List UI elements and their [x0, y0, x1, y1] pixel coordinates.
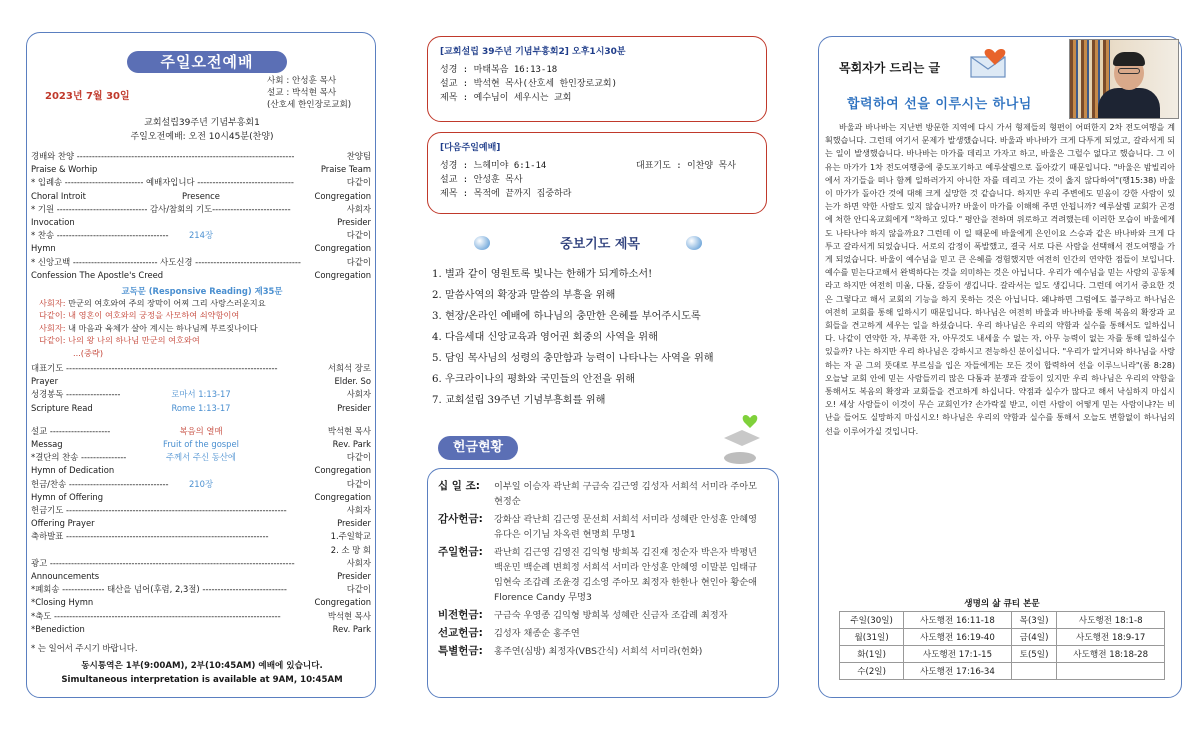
order-l: Hymn of Dedication — [31, 465, 115, 476]
qt-cell: 사도행전 17:16-34 — [904, 663, 1012, 680]
next-week-preacher: 설교 : 안성훈 목사 — [440, 175, 523, 185]
order-l: 성경봉독 ------------------ — [31, 389, 121, 400]
qt-row — [840, 629, 1165, 646]
order-r: 박석현 목사 — [327, 425, 371, 436]
order-r: 사회자 — [346, 505, 371, 515]
order-l: *폐회송 -------------- 태산을 넘어(후렴, 2,3절) ---------------------------- — [31, 584, 287, 595]
order-l: * 입례송 -------------------------- 예배자입니다 -------------------------------- — [31, 177, 294, 188]
order-r: 다같이 — [346, 177, 371, 188]
order-l: Choral Introit — [31, 190, 86, 201]
prayer-topic-item: 6. 우크라이나의 평화와 국민들의 안전을 위해 — [432, 374, 636, 385]
revival-scripture: 성경 : 마태복음 16:13-18 — [440, 65, 558, 75]
responsive-line — [39, 309, 239, 322]
order-r: Praise Team — [320, 164, 371, 175]
qt-cell: 금(4일) — [1011, 629, 1057, 646]
order-m: 주께서 주신 동산에 — [165, 452, 237, 463]
qt-cell: 사도행전 18:18-28 — [1057, 646, 1165, 663]
order-r: Presider — [337, 217, 371, 227]
qt-cell: 사도행전 16:11-18 — [904, 612, 1012, 629]
offering-row — [438, 479, 768, 509]
offering-names: 이부일 이승자 곽난희 구금숙 김근영 김성자 서희석 서미라 주아모 현정순 — [494, 481, 757, 507]
order-r: Elder. So — [334, 376, 371, 387]
heart-diamond-icon — [720, 410, 764, 468]
order-r: 다같이 — [346, 478, 371, 489]
order-r: Congregation — [314, 597, 371, 608]
order-m: Fruit of the gospel — [163, 439, 239, 449]
next-week-head: [다음주일예배] — [440, 143, 501, 153]
worship-order-panel: 주일오전예배 2023년 7월 30일 사회 : 안성훈 목사 설교 : 박석현 목사 (산호세 한인장로교회) 교회설립39주년 기념부흥회1 주일오전예배: 오전 10시45분(찬양) 경배와 찬양 ------------------------------------------------------------------------ 찬양팀 Praise & Worhip Praise Team * 입례송 -------------------------- 예배자입니다 -------------------------------- 다같이 Choral Introit Presence Congregation * 기원 ------------------------------ 감사/참회의 기도-------------------------- 사회자 Invocation Presider * 찬송 ------------------------------------- 214장 다같이 Hymn Congregation * 신앙고백 ---------------------------- 사도신경 ----------------------------------- 다같이 Confession The Apostle's Creed Congregation 교독문 (Responsive Reading) 제35문 사회자: 만군의 여호와여 주의 장막이 어찌 그리 사랑스러운지요 다같이: 내 영혼이 여호와의 궁정을 사모하여 쇠약함이여 사회자: 내 마음과 육체가 살아 계시는 하나님께 부르짖나이다 다같이: 나의 왕 나의 하나님 만군의 여호와여 ...(중략) 대표기도 ---------------------------------------------------------------------- 서희석 장로 Prayer Elder. So 성경봉독 ------------------ 로마서 1:13-17 사회자 Scripture Read Rome 1:13-17 Presider 설교 -------------------- 복음의 열매 박석현 목사 Messag Fruit of the gospel Rev. Park *결단의 찬송 --------------- 주께서 주신 동산에 다같이 Hymn of Dedication Congregation 헌금/찬송 --------------------------------- 210장 다같이 Hymn of Offering Congregation 헌금기도 ------------------------------------------------------------------------- 사회자 Offering Prayer Presider 축하발표 ------------------------------------------------------------------- 1.주일학교 2. 소 망 회 광고 --------------------------------------------------------------------------------- 사회자 Announcements Presider *폐회송 -------------- 태산을 넘어(후렴, 2,3절) ---------------------------- 다같이 *Closing Hymn Congregation *축도 --------------------------------------------------------------------------- 박석현 목사 *Benediction Rev. Park * 는 일어서 주시기 바랍니다. 동시통역은 1부(9:00AM), 2부(10:45AM) 예배에 있습니다. Simultaneous interpretation is available at 9AM, 10:45AM — [26, 32, 376, 698]
order-r: 사회자 — [346, 389, 371, 400]
qt-cell: 월(31일) — [840, 629, 904, 646]
revival-title: 제목 : 예수님이 세우시는 교회 — [440, 93, 572, 103]
qt-row — [840, 663, 1165, 680]
prayer-topics-title: 중보기도 제목 — [560, 237, 640, 252]
qt-cell: 토(5일) — [1011, 646, 1057, 663]
order-r: 사회자 — [346, 557, 371, 568]
worship-title: 주일오전예배 — [127, 51, 287, 73]
sermon-body: 바울과 바나바는 지난번 방문한 지역에 다시 가서 형제들의 형편이 어떠한지 2차 전도여행을 계획했습니다. 그런데 여기서 문제가 발생했습니다. 바울과 바나바가 크게 다투게 되었고, 갈라서게 되는 일이 발생했습니다. 바나바는 마가를 데리고 가자고 하고, 바울은 그럴수 없다고 했습니다. 그 이유는 마가가 1차 전도여행중에 중도포기하고 예루살렘으로 돌아갔기 때문입니다. "바울은 밤빌리아에서 자기들을 떠나 함께 일하러가지 아니한 자를 데리고 가는 것이 옳지 않다하여"(행15:38) 바울이 마가가 돌아간 것에 대해 크게 실망한 것 같습니다. 하지만 우리 주변에도 믿음이 강한 사람이 있는가 하면 약한 사람도 있지 않습니까? 바울이 마가를 이해해 주면 안됩니까? 예루살렘 교회가 곤경에 처한 안디옥교회에게 "착하고 있다." 평안을 전하며 위로하고 격려했는데 이러한 모습이 바울에게도 나타나야 하지 않을까요? 그런데 이 일 때문에 바울에게 은인이요 스승과 같은 바나바와 크게 다투고 갈라서게 되었습니다. 서로의 감정이 폭발했고, 결국 서로 다른 사람을 선택해서 전도여행을 가게 되었습니다. 바울이 예수님을 믿고 큰 은혜를 경험했지만 여전히 인간의 연약한 점들이 보입니다. 예수를 믿는다고해서 완벽하다는 것을 의미하는 것은 아닙니다. 우리가 예수님을 믿는 사람의 공동체라고 하지만 여전히 미움, 다툼, 갈등이 생깁니다. 갈라서는 일도 생깁니다. 그런데 여기서 중요한 것은 그렇다고 해서 교회의 기능을 하지 못하는 것은 아닙니다. 왜냐하면 그럼에도 불구하고 하나님은 여전히 교회를 통해 일하시기 때문입니다. 하나님은 여전히 바울과 바나바를 통해 복음의 확장과 교회들을 견고하게 세우는 일을 하셨습니다. 우리 하나님은 우리의 약함과 실수를 통해서도 일하십니다. 나같이 연약한 자, 부족한 자, 아무것도 내세울 수 없는 자, 아무 능력이 없는 자를 통해 일하실수 있을까? 나는 하지만 우리 하나님은 강하시고 전능하신 분이십니다. "우리가 알거니와 하나님을 사랑하는 자 곧 그의 뜻대로 부르심을 입은 자들에게는 모든 것이 합력하여 선을 이루느니라"(롬 8:28) 오늘날 교회 안에 믿는 사람들끼리 많은 다툼과 분쟁과 갈등이 있지만 우리 하나님은 우리의 약함을 통해서도 복음의 확장과 교회들을 견고하게 하십니다. 약점과 실수가 많다고 해서 낙심하지 마십시오! 세상 사람들이 이것이 무슨 교회인가? 손가락질 받고, 이런 사람이 어떻게 믿는 사람이냐?는 비난을 들어도 실망하지 마십시오! 하나님은 우리의 약함과 실수를 통해서 오늘도 변함없이 하나님의 선을 이루어가실 것입니다. — [825, 123, 1175, 436]
order-r: Congregation — [314, 465, 371, 476]
order-l: Confession The Apostle's Creed — [31, 269, 164, 280]
offering-names: 구금숙 우영종 김익형 방희복 성혜란 신금자 조갑례 최정자 — [494, 610, 728, 621]
order-r: Congregation — [314, 269, 371, 280]
order-l: * 신앙고백 ---------------------------- 사도신경 ----------------------------------- — [31, 256, 301, 267]
bubble-right-icon — [686, 236, 702, 250]
order-l: 광고 --------------------------------------------------------------------------------- — [31, 557, 295, 568]
order-m: 214장 — [188, 230, 214, 241]
prayer-topics-list — [432, 264, 772, 411]
prayer-topic-item: 4. 다음세대 신앙교육과 영어권 회중의 사역을 위해 — [432, 332, 658, 343]
offering-row — [438, 545, 768, 605]
sermon-title: 합력하여 선을 이루시는 하나님 — [847, 97, 1032, 112]
responsive-line — [39, 297, 266, 310]
next-week-scripture: 성경 : 느헤미야 6:1-14 — [440, 161, 547, 171]
interpretation-english: Simultaneous interpretation is available at 9AM, 10:45AM — [61, 675, 343, 685]
offering-names: 홍주연(심방) 최정자(VBS간식) 서희석 서미라(헌화) — [494, 646, 703, 657]
order-l: Scripture Read — [31, 402, 93, 413]
responsive-line — [39, 334, 200, 347]
pastor-photo — [1069, 39, 1179, 119]
qt-cell: 사도행전 17:1-15 — [904, 646, 1012, 663]
qt-cell: 수(2일) — [840, 663, 904, 680]
responsive-speaker: 사회자: — [39, 322, 66, 333]
offering-label: 십 일 조: — [438, 480, 480, 492]
offering-label: 비전헌금: — [438, 609, 483, 621]
order-r: 2. 소 망 회 — [330, 544, 371, 555]
offering-label: 주일헌금: — [438, 546, 483, 558]
next-week-title: 제목 : 목적에 끝까지 집중하라 — [440, 189, 572, 199]
order-r: Rev. Park — [332, 439, 371, 449]
order-r: 다같이 — [346, 452, 371, 463]
responsive-text: 내 마음과 육체가 살아 계시는 하나님께 부르짖나이다 — [65, 322, 258, 333]
event-line-2: 주일오전예배: 오전 10시45분(찬양) — [130, 132, 274, 142]
officiant-presider: 사회 : 안성훈 목사 — [267, 76, 337, 86]
offering-row — [438, 512, 768, 542]
order-l: *결단의 찬송 --------------- — [31, 452, 127, 463]
prayer-topic-item: 7. 교회설립 39주년 기념부흥회를 위해 — [432, 395, 606, 406]
order-l: Offering Prayer — [31, 518, 95, 529]
responsive-speaker: 사회자: — [39, 298, 66, 308]
event-line-1: 교회설립39주년 기념부흥회1 — [144, 118, 260, 128]
order-l: 헌금/찬송 --------------------------------- — [31, 478, 169, 489]
prayer-topic-item: 1. 별과 같이 영원토록 빛나는 한해가 되게하소서! — [432, 269, 653, 280]
qt-row — [840, 612, 1165, 629]
next-week-panel — [427, 132, 767, 214]
offering-label: 감사헌금: — [438, 513, 483, 525]
qt-cell: 사도행전 18:9-17 — [1057, 629, 1165, 646]
qt-title: 생명의 삶 큐티 본문 — [964, 599, 1040, 609]
qt-cell — [1057, 663, 1165, 680]
next-week-scripture-row — [440, 159, 754, 173]
order-l: Announcements — [31, 571, 100, 581]
qt-row — [840, 646, 1165, 663]
qt-cell: 주일(30일) — [840, 612, 904, 629]
order-r: Presider — [337, 571, 371, 581]
order-l: Invocation — [31, 217, 75, 227]
order-l: 설교 -------------------- — [31, 425, 111, 436]
offering-names: 김성자 채종순 홍주연 — [494, 628, 580, 639]
offering-rows — [438, 479, 768, 659]
offering-row — [438, 608, 768, 623]
order-r: 1.주일학교 — [330, 531, 371, 542]
order-m: 복음의 열매 — [179, 425, 223, 436]
qt-cell — [1011, 663, 1057, 680]
qt-cell: 화(1일) — [840, 646, 904, 663]
officiant-church: (산호세 한인장로교회) — [267, 100, 352, 110]
order-l: *Benediction — [31, 623, 85, 634]
order-l: * 찬송 ------------------------------------- — [31, 230, 169, 241]
responsive-line — [39, 322, 258, 335]
order-r: 다같이 — [346, 256, 371, 267]
revival-head: [교회설립 39주년 기념부흥회2] 오후1시30분 — [440, 47, 626, 57]
next-week-prayer: 대표기도 : 이찬양 목사 — [636, 161, 736, 171]
officiants — [267, 75, 351, 111]
order-l: 경배와 찬양 ------------------------------------------------------------------------ — [31, 151, 295, 161]
revival-preacher: 설교 : 박석현 목사(산호세 한인장로교회) — [440, 79, 618, 89]
envelope-heart-icon — [969, 45, 1013, 79]
order-m: Presence — [182, 190, 220, 201]
order-r: 박석현 목사 — [327, 610, 371, 621]
order-m: 로마서 1:13-17 — [171, 389, 231, 400]
offering-names: 곽난희 김근영 김영진 김익형 방희복 김진재 정순자 박은자 박평년 백운민 백순례 변희정 서희석 서미라 안성훈 안혜영 이말분 임태규 임현숙 조갑례 조윤경 김소영 주아모 최정자 한한나 현인아 황순애 Florence Candy 무명3 — [494, 547, 757, 603]
qt-table — [839, 611, 1165, 680]
order-r: 서희석 장로 — [327, 363, 371, 373]
responsive-text: 내 영혼이 여호와의 궁정을 사모하여 쇠약함이여 — [65, 310, 240, 321]
order-r: 다같이 — [346, 584, 371, 595]
revival-panel — [427, 36, 767, 122]
order-l: Messag — [31, 439, 63, 449]
officiant-preacher: 설교 : 박석현 목사 — [267, 88, 337, 98]
order-r: 사회자 — [346, 203, 371, 214]
order-l: *축도 --------------------------------------------------------------------------- — [31, 610, 281, 621]
order-l: 축하발표 ------------------------------------------------------------------- — [31, 531, 269, 542]
order-r: 다같이 — [346, 230, 371, 241]
offering-label: 선교헌금: — [438, 627, 483, 639]
order-r: Congregation — [314, 243, 371, 254]
order-r: Presider — [337, 518, 371, 529]
prayer-topic-item: 2. 말씀사역의 확장과 말씀의 부흥을 위해 — [432, 290, 616, 301]
responsive-text: 만군의 여호와여 주의 장막이 어찌 그리 사랑스러운지요 — [65, 298, 266, 308]
qt-cell: 목(3일) — [1011, 612, 1057, 629]
qt-cell: 사도행전 18:1-8 — [1057, 612, 1165, 629]
order-l: 대표기도 ---------------------------------------------------------------------- — [31, 363, 278, 373]
order-m: Rome 1:13-17 — [171, 402, 231, 413]
order-l: 헌금기도 ------------------------------------------------------------------------- — [31, 505, 287, 515]
offering-row — [438, 644, 768, 659]
prayer-topic-item: 5. 담임 목사님의 성령의 충만함과 능력이 나타나는 사역을 위해 — [432, 353, 714, 364]
responsive-speaker: 다같이: — [39, 310, 66, 321]
prayer-topic-item: 3. 현장/온라인 예배에 하나님의 충만한 은혜를 부어주시도록 — [432, 311, 701, 322]
order-l: * 기원 ------------------------------ 감사/참회의 기도-------------------------- — [31, 203, 291, 214]
interpretation-korean: 동시통역은 1부(9:00AM), 2부(10:45AM) 예배에 있습니다. — [81, 661, 323, 671]
order-l: Praise & Worhip — [31, 164, 98, 175]
order-r: Presider — [337, 402, 371, 413]
order-l: Prayer — [31, 376, 59, 387]
offering-row — [438, 626, 768, 641]
order-r: Rev. Park — [332, 623, 371, 634]
offering-title: 헌금현황 — [438, 436, 518, 460]
order-m: 210장 — [188, 478, 214, 489]
offering-panel — [427, 468, 779, 698]
order-l: Hymn — [31, 243, 56, 254]
responsive-text: 나의 왕 나의 하나님 만군의 여호와여 — [65, 335, 200, 346]
order-r: Congregation — [314, 491, 371, 502]
order-l: *Closing Hymn — [31, 597, 94, 608]
worship-date: 2023년 7월 30일 — [45, 91, 130, 102]
qt-cell: 사도행전 16:19-40 — [904, 629, 1012, 646]
order-l: Hymn of Offering — [31, 491, 104, 502]
responsive-speaker: 다같이: — [39, 335, 66, 346]
order-r: Congregation — [314, 190, 371, 201]
offering-label: 특별헌금: — [438, 645, 483, 657]
pastor-letter-panel — [818, 36, 1182, 698]
order-r: 찬양팀 — [346, 151, 371, 161]
pastor-letter-head: 목회자가 드리는 글 — [839, 61, 941, 75]
responsive-reading-end: ...(중략) — [73, 348, 104, 358]
responsive-reading-title: 교독문 (Responsive Reading) 제35문 — [121, 286, 283, 296]
offering-names: 강화삼 곽난희 김근영 문선희 서희석 서미라 성혜란 안성훈 안혜영 유다은 이기님 차옥련 현명희 무명1 — [494, 514, 757, 540]
